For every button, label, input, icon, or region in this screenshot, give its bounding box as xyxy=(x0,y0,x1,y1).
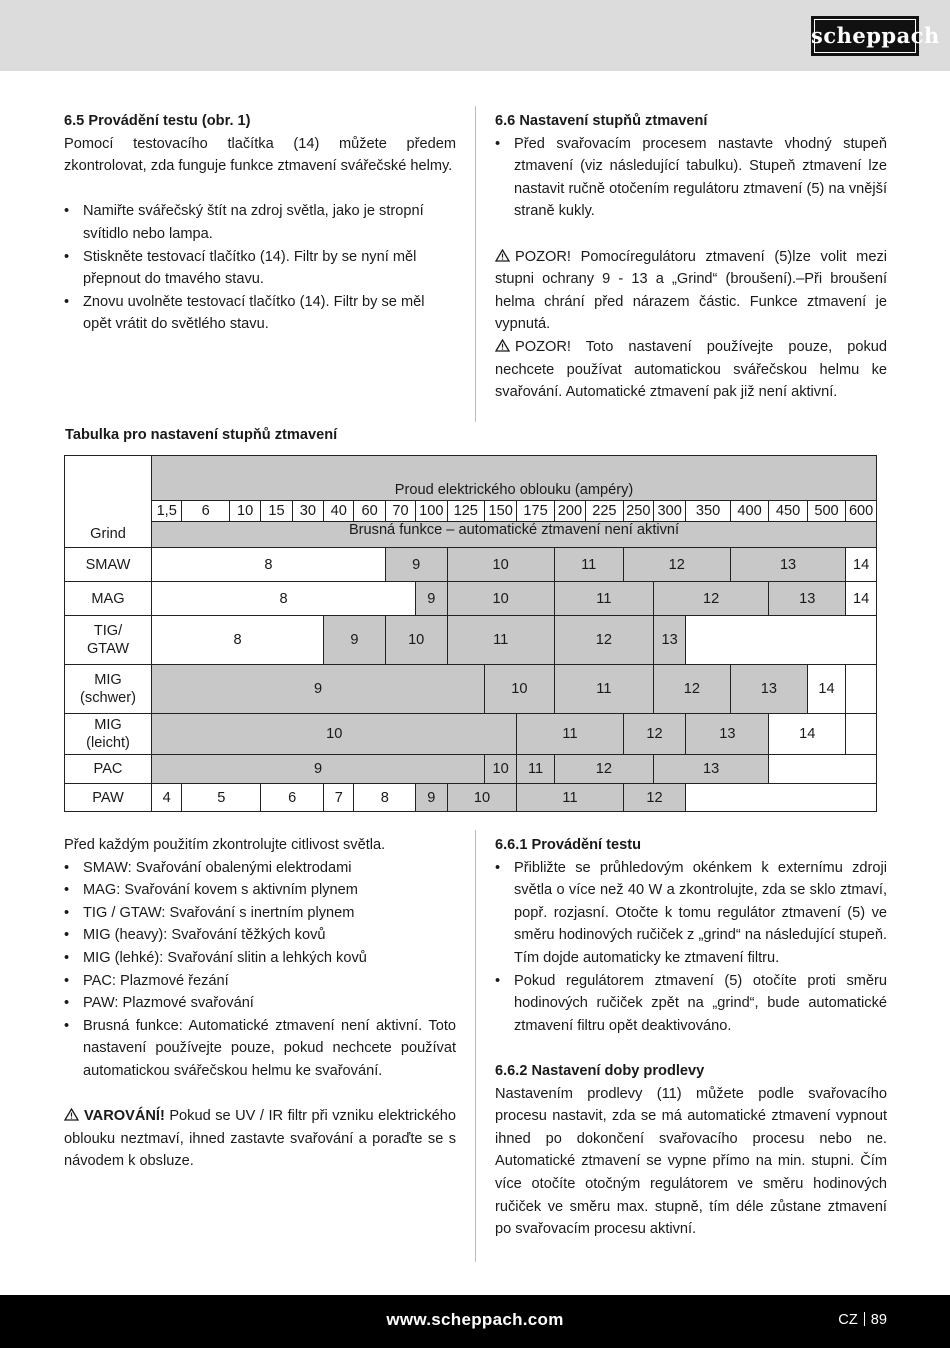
shade-cell: 11 xyxy=(554,548,623,582)
section-6-6-list xyxy=(495,133,887,223)
list-item: • Stiskněte testovací tlačítko (14). Filtr by se nyní měl přepnout do tmavého stavu. xyxy=(64,246,456,291)
list-item: • Znovu uvolněte testovací tlačítko (14). Filtr by se měl opět vrátit do světlého stavu. xyxy=(64,291,456,336)
footer-lang: CZ xyxy=(838,1312,858,1328)
list-item: • MIG (lehké): Svařování slitin a lehkých kovů xyxy=(64,947,456,970)
table-title: Tabulka pro nastavení stupňů ztmavení xyxy=(65,427,338,443)
warning-triangle-icon xyxy=(495,249,510,262)
row-label: TIG/ GTAW xyxy=(65,616,152,665)
shade-cell: 13 xyxy=(653,616,685,665)
amp-header-cell: 70 xyxy=(385,501,415,522)
row-label: MIG (leicht) xyxy=(65,714,152,755)
row-label-grind: Grind xyxy=(65,522,152,548)
shade-cell: 6 xyxy=(261,784,324,812)
shade-cell: 12 xyxy=(623,784,686,812)
shade-cell: 8 xyxy=(152,548,386,582)
shade-cell: 12 xyxy=(554,616,653,665)
shade-cell: 10 xyxy=(447,582,554,616)
footer xyxy=(0,1295,950,1348)
process-legend-list xyxy=(64,857,456,1083)
shade-cell: 8 xyxy=(152,616,324,665)
warning-2 xyxy=(495,336,887,404)
shade-cell: 4 xyxy=(152,784,182,812)
shade-cell: 12 xyxy=(653,665,730,714)
shade-cell: 14 xyxy=(846,548,877,582)
shade-cell: 8 xyxy=(152,582,416,616)
section-6-6 xyxy=(495,110,887,404)
amp-header-cell: 450 xyxy=(769,501,807,522)
table-corner-cell xyxy=(65,456,152,522)
amp-header-cell: 100 xyxy=(416,501,447,522)
footer-url: www.scheppach.com xyxy=(386,1310,564,1329)
shade-cell xyxy=(846,714,877,755)
list-item: • TIG / GTAW: Svařování s inertním plynem xyxy=(64,902,456,925)
column-divider-top xyxy=(475,106,476,422)
amp-header-cell: 500 xyxy=(807,501,845,522)
shade-cell: 14 xyxy=(807,665,845,714)
shade-cell: 12 xyxy=(623,714,686,755)
grind-text: Brusná funkce – automatické ztmavení není aktivní xyxy=(152,522,877,548)
shade-cell: 10 xyxy=(484,665,554,714)
shade-cell: 10 xyxy=(447,784,517,812)
row-label: SMAW xyxy=(65,548,152,582)
list-item: • MAG: Svařování kovem s aktivním plynem xyxy=(64,879,456,902)
column-divider-bottom xyxy=(475,830,476,1262)
list-item: • Pokud regulátorem ztmavení (5) otočíte proti směru hodinových ručiček zpět na „grind“, bude automatické ztmavení filtru opět deaktivováno. xyxy=(495,970,887,1038)
shade-cell: 10 xyxy=(484,755,516,784)
shade-cell: 9 xyxy=(385,548,447,582)
shade-cell: 9 xyxy=(416,784,447,812)
shade-cell: 11 xyxy=(517,784,623,812)
footer-page: 89 xyxy=(870,1312,887,1328)
shade-cell: 7 xyxy=(324,784,354,812)
shade-cell xyxy=(769,755,877,784)
shade-cell: 11 xyxy=(517,755,554,784)
list-item: • Před svařovacím procesem nastavte vhodný stupeň ztmavení (viz následující tabulku). Stupeň ztmavení lze nastavit ručně otočením regulátoru ztmavení (5) na vnější straně kukly. xyxy=(495,133,887,223)
section-6-5 xyxy=(64,110,456,336)
list-item: • PAC: Plazmové řezání xyxy=(64,970,456,993)
shade-cell: 5 xyxy=(182,784,261,812)
amp-header-cell: 600 xyxy=(846,501,877,522)
warning-triangle-icon xyxy=(495,339,510,352)
shade-cell: 13 xyxy=(686,714,769,755)
amp-header-cell: 225 xyxy=(586,501,623,522)
shade-cell: 13 xyxy=(730,548,845,582)
section-6-6-1 xyxy=(495,834,887,1241)
shade-cell: 9 xyxy=(324,616,386,665)
shade-cell: 9 xyxy=(416,582,447,616)
amp-header-cell: 10 xyxy=(229,501,260,522)
header-band xyxy=(0,0,950,71)
amp-header-cell: 15 xyxy=(261,501,292,522)
list-item: • MIG (heavy): Svařování těžkých kovů xyxy=(64,924,456,947)
warning-3-label: VAROVÁNÍ! xyxy=(84,1108,165,1125)
section-6-5-list xyxy=(64,200,456,336)
amp-header-cell: 125 xyxy=(447,501,484,522)
row-label: PAW xyxy=(65,784,152,812)
process-legend xyxy=(64,834,456,1173)
warning-triangle-icon xyxy=(64,1108,79,1121)
amp-header-cell: 1,5 xyxy=(152,501,182,522)
shade-cell: 12 xyxy=(653,582,768,616)
shade-cell: 14 xyxy=(769,714,846,755)
list-item: • Brusná funkce: Automatické ztmavení není aktivní. Toto nastavení používejte pouze, pokud nechcete používat automatickou svářečskou helmu ke svařování. xyxy=(64,1015,456,1083)
section-6-5-intro: Pomocí testovacího tlačítka (14) můžete předem zkontrolovat, zda funguje funkce ztmavení svářečské helmy. xyxy=(64,135,456,175)
amp-header-cell: 30 xyxy=(292,501,323,522)
section-6-6-2-title: 6.6.2 Nastavení doby prodlevy xyxy=(495,1062,705,1079)
shade-cell: 14 xyxy=(846,582,877,616)
list-item: • Namiřte svářečský štít na zdroj světla, jako je stropní svítidlo nebo lampa. xyxy=(64,200,456,245)
shade-cell: 10 xyxy=(447,548,554,582)
warning-1 xyxy=(495,246,887,336)
amp-header-cell: 300 xyxy=(653,501,685,522)
shade-cell: 9 xyxy=(152,755,485,784)
shade-cell: 10 xyxy=(152,714,517,755)
shade-cell: 12 xyxy=(623,548,730,582)
shade-cell: 8 xyxy=(354,784,416,812)
shade-cell: 10 xyxy=(385,616,447,665)
shade-cell xyxy=(686,616,877,665)
list-item: • Přibližte se průhledovým okénkem k externímu zdroji světla o více než 40 W a zkontrolujte, zda se sklo ztmaví, popř. rozjasní. Otočte k tomu regulátor ztmavení (5) ve směru hodinových ručiček z „grind“ na následující stupeň. Tím dojde automaticky ke ztmavení filtru. xyxy=(495,857,887,970)
shade-cell xyxy=(846,665,877,714)
shade-cell: 13 xyxy=(653,755,768,784)
shade-cell: 11 xyxy=(554,582,653,616)
shade-cell xyxy=(686,784,877,812)
section-6-5-title: 6.5 Provádění testu (obr. 1) xyxy=(64,113,251,129)
amp-header-cell: 175 xyxy=(517,501,554,522)
shade-cell: 11 xyxy=(447,616,554,665)
shade-cell: 9 xyxy=(152,665,485,714)
shade-cell: 12 xyxy=(554,755,653,784)
amp-header-cell: 200 xyxy=(554,501,585,522)
amp-header-cell: 150 xyxy=(484,501,516,522)
warning-3-text: Pokud se UV / IR filtr při vzniku elektrického oblouku neztmaví, ihned zastavte svařování a poraďte se s návodem k obsluze. xyxy=(64,1108,456,1170)
page-number xyxy=(838,1312,887,1328)
row-label: MAG xyxy=(65,582,152,616)
section-6-6-1-title: 6.6.1 Provádění testu xyxy=(495,837,641,853)
row-label: MIG (schwer) xyxy=(65,665,152,714)
process-legend-intro: Před každým použitím zkontrolujte citlivost světla. xyxy=(64,837,386,853)
list-item: • PAW: Plazmové svařování xyxy=(64,992,456,1015)
current-header: Proud elektrického oblouku (ampéry) xyxy=(152,456,877,501)
amp-header-cell: 60 xyxy=(354,501,385,522)
shade-cell: 13 xyxy=(730,665,807,714)
row-label: PAC xyxy=(65,755,152,784)
section-6-6-2-text: Nastavením prodlevy (11) můžete podle svařovacího procesu nastavit, zda se má automatické ztmavení vypnout ihned po dokončení svařovacího procesu nebo ne. Automatické ztmavení se vypne přímo na min. stupni. Čím více otočíte otočným regulátorem ve směru hodinových ručiček ve směru max. stupně, tím déle zůstane ztmavení po svařovacím procesu aktivní. xyxy=(495,1085,887,1238)
shade-table xyxy=(64,455,877,812)
warning-2-text: POZOR! Toto nastavení používejte pouze, pokud nechcete používat automatickou svářečskou helmu ke svařování. Automatické ztmavení pak již není aktivní. xyxy=(495,338,887,401)
section-6-6-1-list xyxy=(495,857,887,1038)
shade-cell: 11 xyxy=(554,665,653,714)
scheppach-logo: scheppach xyxy=(811,16,919,56)
shade-cell: 13 xyxy=(769,582,846,616)
list-item: • SMAW: Svařování obalenými elektrodami xyxy=(64,857,456,880)
warning-1-text: POZOR! Pomocíregulátoru ztmavení (5)lze volit mezi stupni ochrany 9 - 13 a „Grind“ (broušení).–Při broušení helma chrání před nárazem částic. Funkce ztmavení je vypnutá. xyxy=(495,248,887,333)
shade-cell: 11 xyxy=(517,714,623,755)
amp-header-cell: 400 xyxy=(730,501,768,522)
amp-header-cell: 40 xyxy=(324,501,354,522)
amp-header-cell: 250 xyxy=(623,501,653,522)
amp-header-cell: 6 xyxy=(182,501,230,522)
section-6-6-title: 6.6 Nastavení stupňů ztmavení xyxy=(495,113,708,129)
amp-header-cell: 350 xyxy=(686,501,731,522)
warning-3 xyxy=(64,1105,456,1173)
